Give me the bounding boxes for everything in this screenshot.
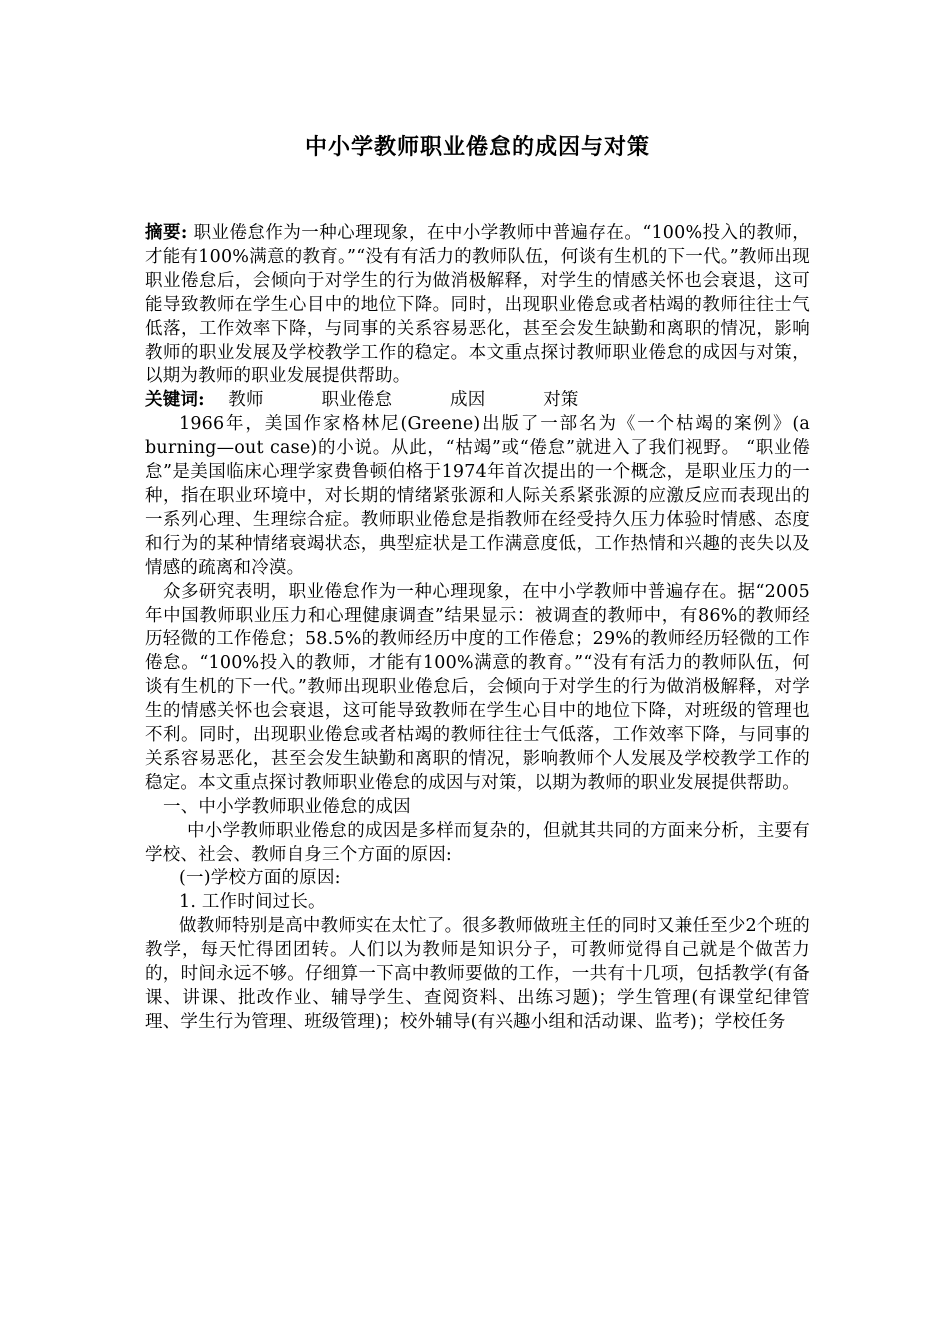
keywords-label: 关键词: [145,390,205,411]
abstract [145,222,810,389]
paragraph: 众多研究表明，职业倦怠作为一种心理现象，在中小学教师中普遍存在。据“2005年中国教师职业压力和心理健康调查”结果显示：被调查的教师中，有86%的教师经历轻微的工作倦怠；58.5%的教师经历中度的工作倦怠；29%的教师经历轻微的工作倦怠。“100%投入的教师，才能有100%满意的教育。”“没有有活力的教师队伍，何谈有生机的下一代。”教师出现职业倦怠后，会倾向于对学生的行为做消极解释，对学生的情感关怀也会衰退，这可能导致教师在学生心目中的地位下降，对班级的管理也不利。同时，出现职业倦怠或者枯竭的教师往往士气低落，工作效率下降，与同事的关系容易恶化，甚至会发生缺勤和离职的情况，影响教师个人发展及学校教学工作的稳定。本文重点探讨教师职业倦怠的成因与对策，以期为教师的职业发展提供帮助。 [145,581,810,793]
keywords [145,389,810,413]
paragraph: 中小学教师职业倦怠的成因是多样而复杂的，但就其共同的方面来分析，主要有学校、社会、教师自身三个方面的原因: [145,820,810,865]
item-heading: 1. 工作时间过长。 [179,892,326,913]
keyword-item: 教师 [228,390,264,411]
abstract-label: 摘要: [145,223,188,243]
section-heading: 一、中小学教师职业倦怠的成因 [163,796,411,817]
abstract-text: 职业倦怠作为一种心理现象，在中小学教师中普遍存在。“100%投入的教师，才能有100%满意的教育。”“没有有活力的教师队伍，何谈有生机的下一代。”教师出现职业倦怠后，会倾向于对学生的行为做消极解释，对学生的情感关怀也会衰退，这可能导致教师在学生心目中的地位下降。同时，出现职业倦怠或者枯竭的教师往往士气低落，工作效率下降，与同事的关系容易恶化，甚至会发生缺勤和离职的情况，影响教师的职业发展及学校教学工作的稳定。本文重点探讨教师职业倦怠的成因与对策，以期为教师的职业发展提供帮助。 [145,223,810,387]
document-body [145,222,810,1035]
keyword-item: 职业倦怠 [321,390,393,411]
paragraph: 做教师特别是高中教师实在太忙了。很多教师做班主任的同时又兼任至少2个班的教学，每天忙得团团转。人们以为教师是知识分子，可教师觉得自己就是个做苦力的，时间永远不够。仔细算一下高中教师要做的工作，一共有十几项，包括教学(有备课、讲课、批改作业、辅导学生、查阅资料、出练习题)；学生管理(有课堂纪律管理、学生行为管理、班级管理)；校外辅导(有兴趣小组和活动课、监考)；学校任务 [145,916,810,1032]
document-title: 中小学教师职业倦怠的成因与对策 [304,134,650,160]
subsection-heading: (一)学校方面的原因: [179,868,341,889]
keyword-item: 成因 [450,390,486,411]
keyword-item: 对策 [543,390,579,411]
paragraph: 1966年，美国作家格林尼(Greene)出版了一部名为《一个枯竭的案例》(a burning—out case)的小说。从此，“枯竭”或“倦怠”就进入了我们视野。 “职业倦怠”是美国临床心理学家费鲁顿伯格于1974年首次提出的一个概念，是职业压力的一种，指在职业环境中，对长期的情绪紧张源和人际关系紧张源的应激反应而表现出的一系列心理、生理综合症。教师职业倦怠是指教师在经受持久压力体验时情感、态度和行为的某种情绪衰竭状态，典型症状是工作满意度低，工作热情和兴趣的丧失以及情感的疏离和冷漠。 [145,414,810,578]
